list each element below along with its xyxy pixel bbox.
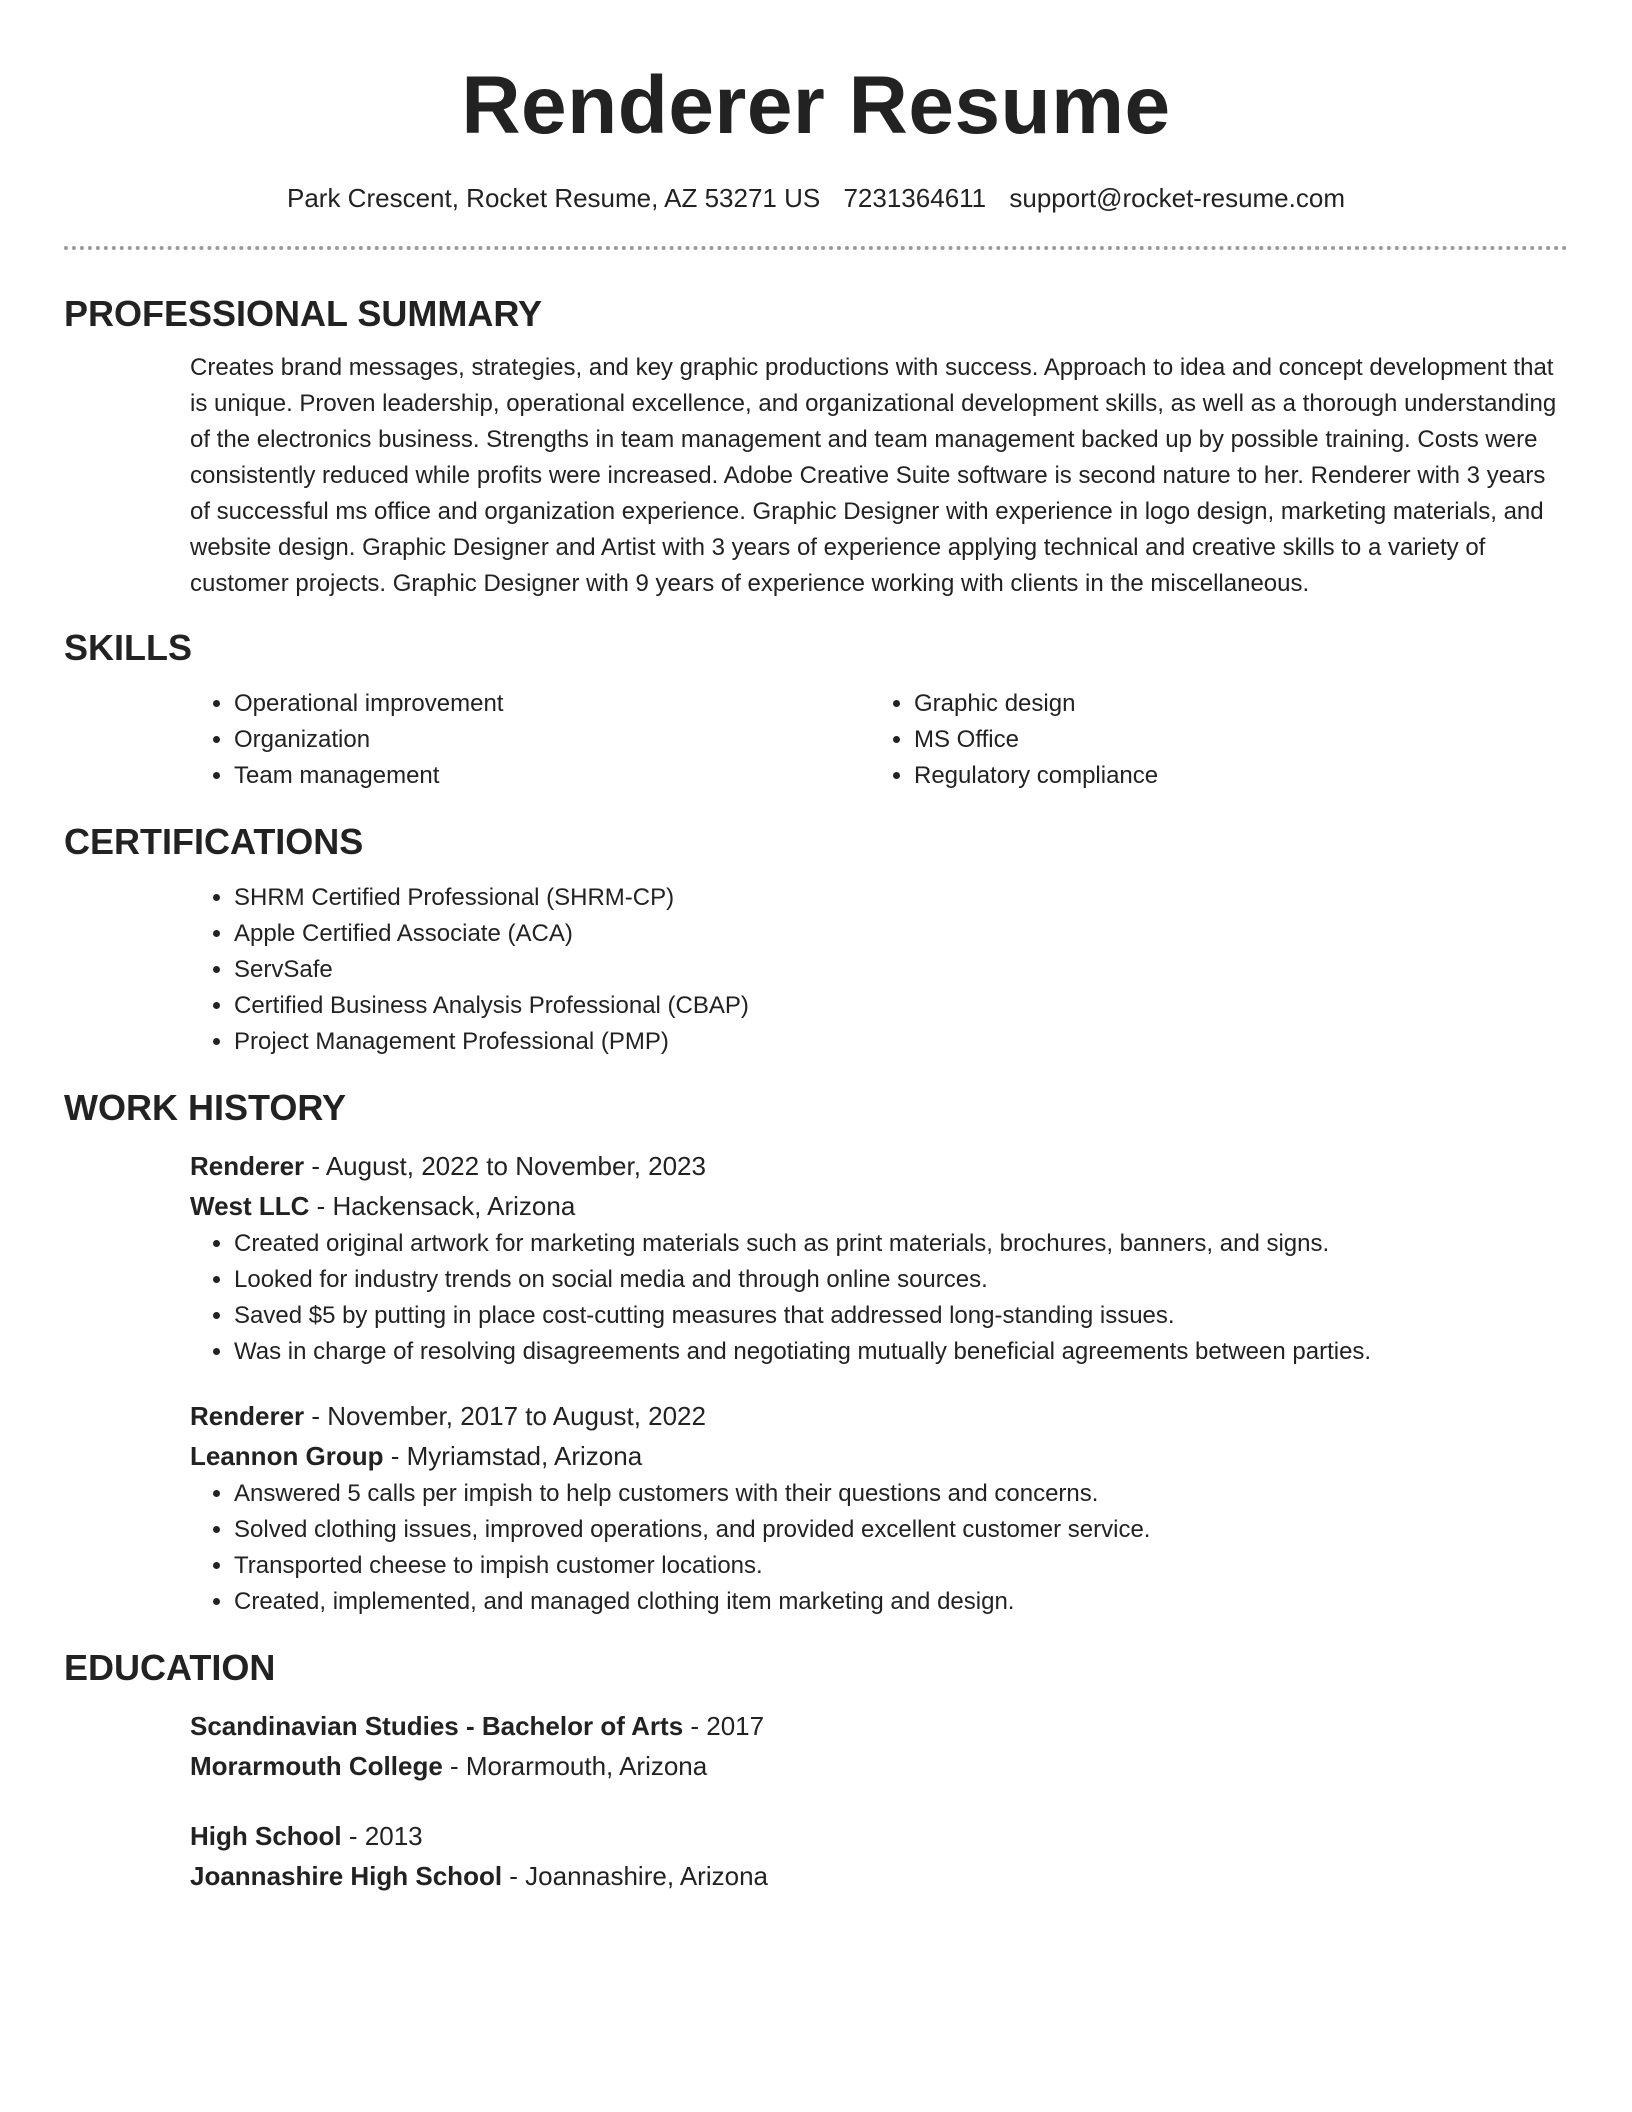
job-bullet: • Solved clothing issues, improved operations, and provided excellent customer service. xyxy=(234,1512,1568,1548)
job-bullet: • Was in charge of resolving disagreements and negotiating mutually beneficial agreements between parties. xyxy=(234,1334,1568,1370)
job-role: Renderer xyxy=(190,1151,305,1181)
skills-column-left xyxy=(190,686,870,794)
contact-address: Park Crescent, Rocket Resume, AZ 53271 US xyxy=(287,183,821,213)
education-entry xyxy=(190,1706,1568,1786)
job-company: West LLC xyxy=(190,1191,310,1221)
certification-item: • SHRM Certified Professional (SHRM-CP) xyxy=(234,880,1568,916)
job-bullet: • Transported cheese to impish customer locations. xyxy=(234,1548,1568,1584)
skills-section xyxy=(64,626,1568,794)
certifications-title: CERTIFICATIONS xyxy=(64,821,364,862)
job-company-line xyxy=(190,1186,1568,1226)
education-degree: High School xyxy=(190,1821,342,1851)
education-year: - 2017 xyxy=(683,1711,765,1741)
contact-line xyxy=(64,182,1568,214)
education-degree: Scandinavian Studies - Bachelor of Arts xyxy=(190,1711,684,1741)
education-location: - Joannashire, Arizona xyxy=(502,1861,768,1891)
job-bullets xyxy=(190,1226,1568,1370)
education-location: - Morarmouth, Arizona xyxy=(442,1751,708,1781)
certification-item: • ServSafe xyxy=(234,952,1568,988)
job-bullet: • Created, implemented, and managed clothing item marketing and design. xyxy=(234,1584,1568,1620)
education-school: Morarmouth College xyxy=(190,1751,443,1781)
summary-section xyxy=(64,292,1568,602)
job-company-line xyxy=(190,1436,1568,1476)
education-degree-line xyxy=(190,1706,1568,1746)
summary-text: Creates brand messages, strategies, and key graphic productions with success. Approach to idea and concept development that is unique. Proven leadership, operational excellence, and organizational development skills, as well as a thorough understanding of the electronics business. Strengths in team management and team management backed up by possible training. Costs were consistently reduced while profits were increased. Adobe Creative Suite software is second nature to her. Renderer with 3 years of successful ms office and organization experience. Graphic Designer with experience in logo design, marketing materials, and website design. Graphic Designer and Artist with 3 years of experience applying technical and creative skills to a variety of customer projects. Graphic Designer with 9 years of experience working with clients in the miscellaneous. xyxy=(190,354,1557,597)
skills-grid xyxy=(190,686,1568,794)
job-bullet: • Answered 5 calls per impish to help customers with their questions and concerns. xyxy=(234,1476,1568,1512)
certifications-list xyxy=(190,880,1568,1060)
job-role-line xyxy=(190,1146,1568,1186)
certification-item: • Apple Certified Associate (ACA) xyxy=(234,916,1568,952)
certification-item: • Certified Business Analysis Professional (CBAP) xyxy=(234,988,1568,1024)
skills-column-right xyxy=(870,686,1550,794)
job-location: - Myriamstad, Arizona xyxy=(383,1441,643,1471)
job-dates: - August, 2022 to November, 2023 xyxy=(304,1151,706,1181)
education-section xyxy=(64,1646,1568,1896)
summary-title: PROFESSIONAL SUMMARY xyxy=(64,293,543,334)
resume-page xyxy=(64,0,1568,1896)
skill-item: • MS Office xyxy=(914,722,1550,758)
skill-item: • Operational improvement xyxy=(234,686,870,722)
education-school: Joannashire High School xyxy=(190,1861,503,1891)
certifications-section xyxy=(64,820,1568,1060)
resume-name: Renderer Resume xyxy=(461,60,1171,151)
skills-title: SKILLS xyxy=(64,627,193,668)
job-location: - Hackensack, Arizona xyxy=(309,1191,576,1221)
contact-phone: 7231364611 xyxy=(843,183,987,213)
job-bullet: • Looked for industry trends on social media and through online sources. xyxy=(234,1262,1568,1298)
skill-item: • Graphic design xyxy=(914,686,1550,722)
education-entry xyxy=(190,1816,1568,1896)
job-role-line xyxy=(190,1396,1568,1436)
certification-item: • Project Management Professional (PMP) xyxy=(234,1024,1568,1060)
work-title: WORK HISTORY xyxy=(64,1087,347,1128)
education-school-line xyxy=(190,1746,1568,1786)
skill-item: • Team management xyxy=(234,758,870,794)
job-entry xyxy=(190,1396,1568,1620)
skill-item: • Organization xyxy=(234,722,870,758)
header-divider xyxy=(64,246,1568,250)
education-title: EDUCATION xyxy=(64,1647,276,1688)
education-degree-line xyxy=(190,1816,1568,1856)
work-section xyxy=(64,1086,1568,1620)
job-bullets xyxy=(190,1476,1568,1620)
job-entry xyxy=(190,1146,1568,1370)
job-company: Leannon Group xyxy=(190,1441,384,1471)
education-school-line xyxy=(190,1856,1568,1896)
contact-email[interactable]: support@rocket-resume.com xyxy=(1009,183,1345,213)
job-dates: - November, 2017 to August, 2022 xyxy=(304,1401,706,1431)
job-bullet: • Created original artwork for marketing materials such as print materials, brochures, banners, and signs. xyxy=(234,1226,1568,1262)
skill-item: • Regulatory compliance xyxy=(914,758,1550,794)
job-role: Renderer xyxy=(190,1401,305,1431)
job-bullet: • Saved $5 by putting in place cost-cutting measures that addressed long-standing issues. xyxy=(234,1298,1568,1334)
education-year: - 2013 xyxy=(341,1821,423,1851)
